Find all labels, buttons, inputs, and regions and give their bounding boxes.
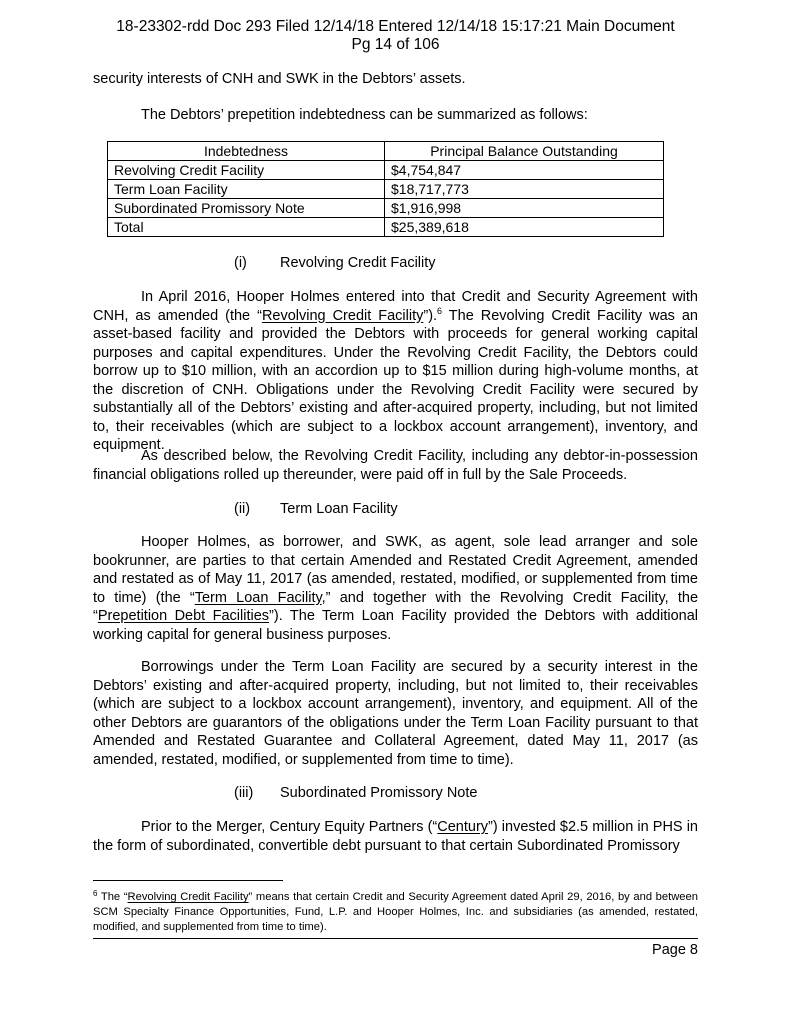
docket-header-line1: 18-23302-rdd Doc 293 Filed 12/14/18 Entered 12/14/18 15:17:21 Main Document <box>116 18 675 35</box>
docket-header-line2: Pg 14 of 106 <box>351 36 440 53</box>
text-run: ,” and together with the Revolving Credit Facility, the “ <box>93 589 699 624</box>
table-row <box>108 161 664 180</box>
defined-term: Term Loan Facility <box>194 589 322 606</box>
table-cell: $18,717,773 <box>385 180 664 199</box>
table-row <box>108 218 664 237</box>
section-title: Revolving Credit Facility <box>280 255 436 271</box>
section-number: (ii) <box>234 501 251 517</box>
text-run: ”). The Term Loan Facility provided the Debtors with additional working capital for general business purposes. <box>93 608 698 643</box>
table-row <box>108 199 664 218</box>
footnote-number: 6 <box>93 889 98 898</box>
defined-term: Century <box>437 819 489 835</box>
defined-term: Revolving Credit Facility <box>127 891 249 903</box>
text-run: The Revolving Credit Facility was an asset-based facility and provided the Debtors with proceeds for general working capital purposes and capital expenditures. Under the Revolving Credit Facility, the Debtors could borrow up to $10 million, with an accordion up to $15 million during high-volume months, at the discretion of CNH. Obligations under the Revolving Credit Facility were secured by substantially all of the Debtors’ existing and after-acquired property, including, but not limited to, their receivables (which are subject to a lockbox account arrangement), inventory, and equipment. <box>93 307 698 453</box>
text-run: The “ <box>97 891 128 903</box>
section-number: (i) <box>234 255 247 271</box>
paragraph-subordinated-note <box>93 818 698 855</box>
text-run: ” means that certain Credit and Security Agreement dated April 29, 2016, by and between SCM Specialty Finance Opportunities, Fund, L.P. and Hooper Holmes, Inc. and subsidiaries (as amended, restated, modified, and supplemented from time to time). <box>93 891 698 933</box>
table-cell: Total <box>108 218 385 237</box>
section-heading-term-loan <box>234 500 398 518</box>
table-header-indebtedness: Indebtedness <box>108 142 385 161</box>
table-cell: $1,916,998 <box>385 199 664 218</box>
footnote-divider <box>93 880 283 881</box>
text-run: ”). <box>423 307 438 324</box>
table-cell: $25,389,618 <box>385 218 664 237</box>
page-number: Page 8 <box>652 942 698 958</box>
paragraph-summary: The Debtors’ prepetition indebtedness can be summarized as follows: <box>141 107 588 123</box>
defined-term: Revolving Credit Facility <box>261 307 424 324</box>
text-run: ”) invested $2.5 million in PHS in the form of subordinated, convertible debt pursuant to that certain Subordinated Promissory <box>93 819 698 854</box>
paragraph-revolving-payoff: As described below, the Revolving Credit Facility, including any debtor-in-possession financial obligations rolled up thereunder, were paid off in full by the Sale Proceeds. <box>93 448 698 483</box>
paragraph-intro: security interests of CNH and SWK in the Debtors’ assets. <box>93 71 466 87</box>
text-run: In April 2016, Hooper Holmes entered into that Credit and Security Agreement with CNH, as amended (the “ <box>93 289 698 324</box>
table-cell: Term Loan Facility <box>108 180 385 199</box>
table-row <box>108 180 664 199</box>
defined-term: Prepetition Debt Facilities <box>97 608 270 624</box>
section-heading-subordinated <box>234 784 477 802</box>
table-cell: Subordinated Promissory Note <box>108 199 385 218</box>
table-cell: $4,754,847 <box>385 161 664 180</box>
text-run: Hooper Holmes, as borrower, and SWK, as agent, sole lead arranger and sole bookrunner, are parties to that certain Amended and Restated Credit Agreement, amended and restated as of May 11, 2017 (as amended, restated, modified, or supplemented from time to time) (the “ <box>93 534 698 606</box>
paragraph-term-loan <box>93 533 698 644</box>
section-title: Term Loan Facility <box>280 501 398 517</box>
text-run: Prior to the Merger, Century Equity Partners (“ <box>141 819 438 835</box>
paragraph-term-loan-security: Borrowings under the Term Loan Facility are secured by a security interest in the Debtors’ existing and after-acquired property, including, but not limited to, their receivables (which are subject to a lockbox account arrangement), inventory, and equipment. All of the other Debtors are guarantors of the obligations under the Term Loan Facility pursuant to that Amended and Restated Guarantee and Collateral Agreement, dated May 11, 2017 (as amended, restated, modified, or supplemented from time to time). <box>93 659 698 768</box>
indebtedness-table <box>107 141 664 237</box>
table-cell: Revolving Credit Facility <box>108 161 385 180</box>
paragraph-revolving-credit <box>93 288 698 455</box>
section-number: (iii) <box>234 785 254 801</box>
footnote-reference[interactable]: 6 <box>437 305 443 316</box>
footnote <box>93 886 698 935</box>
table-header-balance: Principal Balance Outstanding <box>385 142 664 161</box>
section-title: Subordinated Promissory Note <box>280 785 478 801</box>
page-footer-divider <box>93 938 698 939</box>
section-heading-revolving <box>234 254 436 272</box>
table-header-row <box>108 142 664 161</box>
